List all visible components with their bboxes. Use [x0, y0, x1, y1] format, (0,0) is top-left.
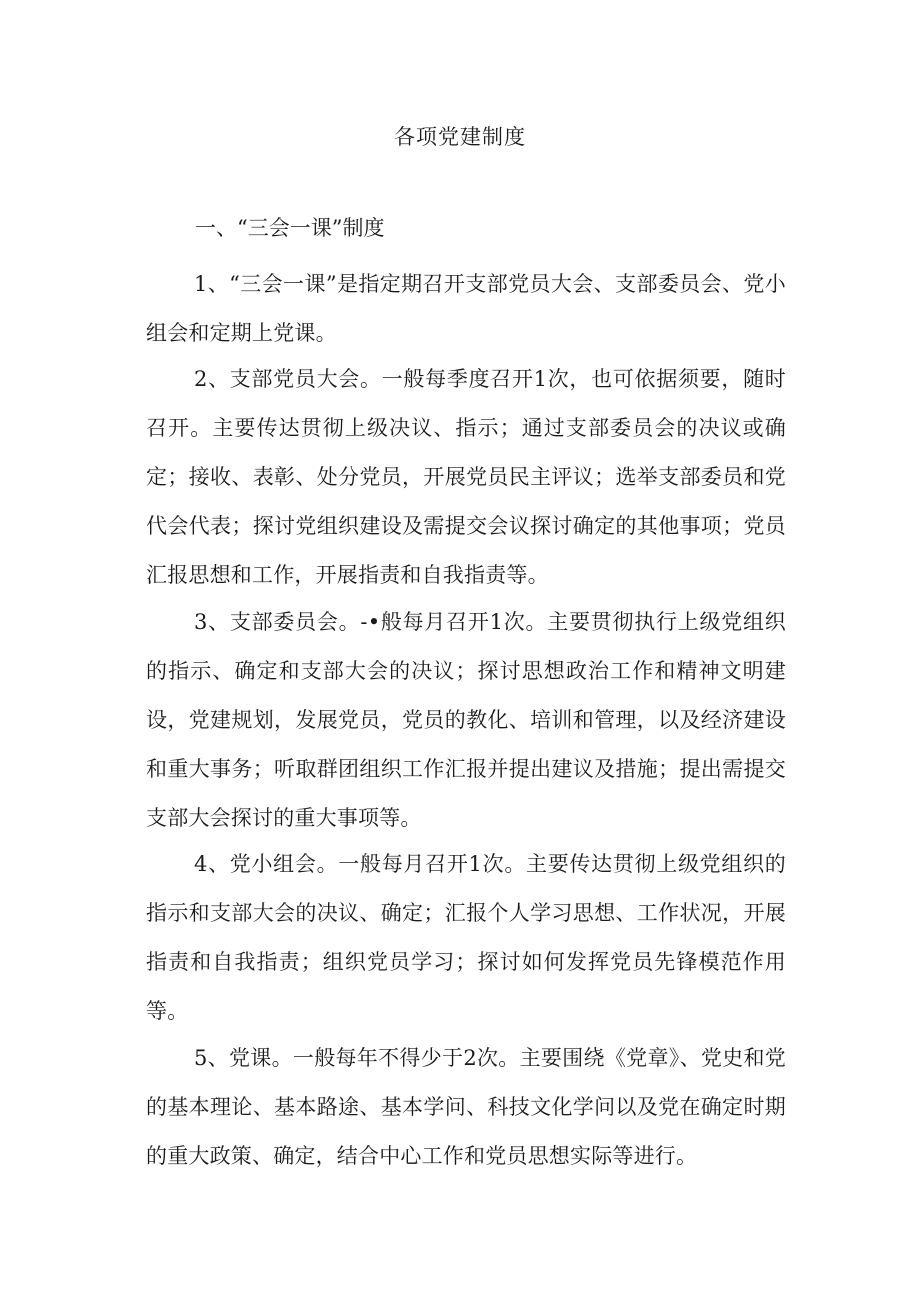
- section-heading: 一、“三会一课”制度: [195, 216, 385, 240]
- paragraph-2: 2、支部党员大会。一般每季度召开1次，也可依据须要，随时召开。主要传达贯彻上级决议、指示；通过支部委员会的决议或确定；接收、表彰、处分党员，开展党员民主评议；选举支部委员和党代会代表；探讨党组织建设及需提交会议探讨确定的其他事项；党员汇报思想和工作，开展指责和自我指责等。: [146, 367, 786, 587]
- document-title: 各项党建制度: [394, 125, 526, 149]
- paragraph-4: 4、党小组会。一般每月召开1次。主要传达贯彻上级党组织的指示和支部大会的决议、确定；汇报个人学习思想、工作状况，开展指责和自我指责；组织党员学习；探讨如何发挥党员先锋模范作用等。: [146, 852, 786, 1023]
- paragraph-1: 1、“三会一课”是指定期召开支部党员大会、支部委员会、党小组会和定期上党课。: [146, 272, 786, 345]
- paragraph-5: 5、党课。一般每年不得少于2次。主要围绕《党章》、党史和党的基本理论、基本路途、基本学问、科技文化学问以及党在确定时期的重大政策、确定，结合中心工作和党员思想实际等进行。: [146, 1046, 786, 1168]
- paragraph-3: 3、支部委员会。-•般每月召开1次。主要贯彻执行上级党组织的指示、确定和支部大会的决议；探讨思想政治工作和精神文明建设，党建规划，发展党员，党员的教化、培训和管理，以及经济建设和重大事务；听取群团组织工作汇报并提出建议及措施；提出需提交支部大会探讨的重大事项等。: [146, 610, 786, 830]
